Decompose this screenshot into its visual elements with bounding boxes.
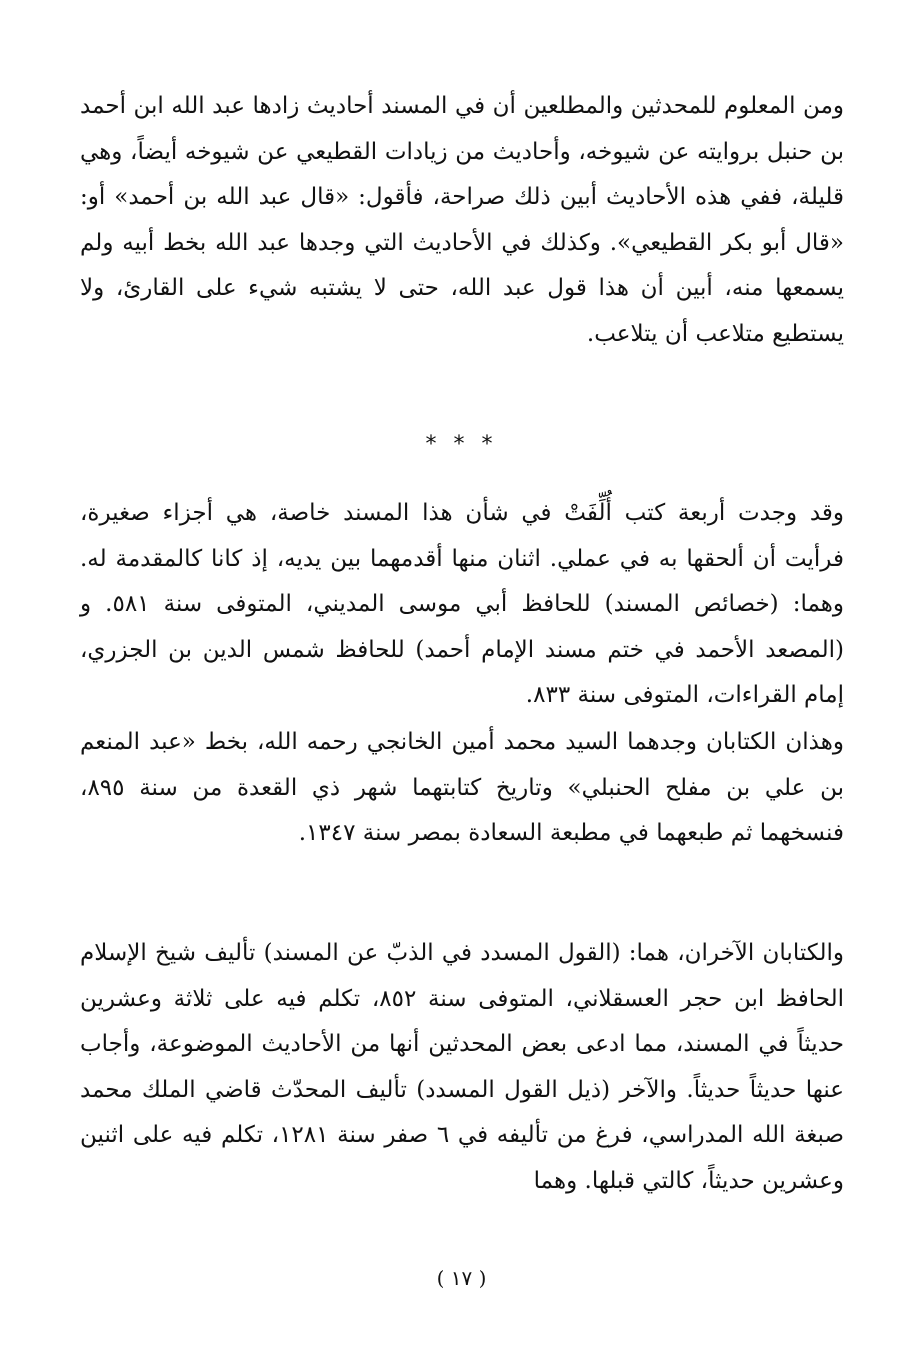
paragraph-other-two-books: والكتابان الآخران، هما: (القول المسدد في الذبّ عن المسند) تأليف شيخ الإسلام الحافظ ابن حجر العسقلاني، المتوفى سنة ٨٥٢، تكلم فيه على ثلاثة وعشرين حديثاً في المسند، مما ادعى بعض المحدثين أنها من الأحاديث الموضوعة، وأجاب عنها حديثاً حديثاً. والآخر (ذيل القول المسدد) تأليف المحدّث قاضي الملك محمد صبغة الله المدراسي، فرغ من تأليفه في ٦ صفر سنة ١٢٨١، تكلم فيه على اثنين وعشرين حديثاً، كالتي قبلها. وهما: [80, 940, 844, 1194]
section-separator: * * *: [425, 432, 498, 457]
paragraph-khanji-manuscript: وهذان الكتابان وجدهما السيد محمد أمين الخانجي رحمه الله، بخط «عبد المنعم بن علي بن مفلح الحنبلي» وتاريخ كتابتهما شهر ذي القعدة من سنة ٨٩٥، فنسخهما ثم طبعهما في مطبعة السعادة بمصر سنة ١٣٤٧.: [80, 729, 844, 847]
paragraph-musnad-additions: ومن المعلوم للمحدثين والمطلعين أن في المسند أحاديث زادها عبد الله ابن أحمد بن حنبل بروايته عن شيوخه، وأحاديث من زيادات القطيعي عن شيوخه أيضاً، وهي قليلة، ففي هذه الأحاديث أبين ذلك صراحة، فأقول: «قال عبد الله بن أحمد» أو: «قال أبو بكر القطيعي». وكذلك في الأحاديث التي وجدها عبد الله بخط أبيه ولم يسمعها منه، أبين أن هذا قول عبد الله، حتى لا يشتبه شيء على القارئ، ولا يستطيع متلاعب أن يتلاعب.: [80, 93, 844, 347]
paragraph-four-books: وقد وجدت أربعة كتب أُلِّفَتْ في شأن هذا المسند خاصة، هي أجزاء صغيرة، فرأيت أن ألحقها به في عملي. اثنان منها أقدمهما بين يديه، إذ كانا كالمقدمة له. وهما: (خصائص المسند) للحافظ أبي موسى المديني، المتوفى سنة ٥٨١. و (المصعد الأحمد في ختم مسند الإمام أحمد) للحافظ شمس الدين بن الجزري، إمام القراءات، المتوفى سنة ٨٣٣.: [80, 500, 844, 709]
page-number: ( ١٧ ): [436, 1266, 487, 1290]
